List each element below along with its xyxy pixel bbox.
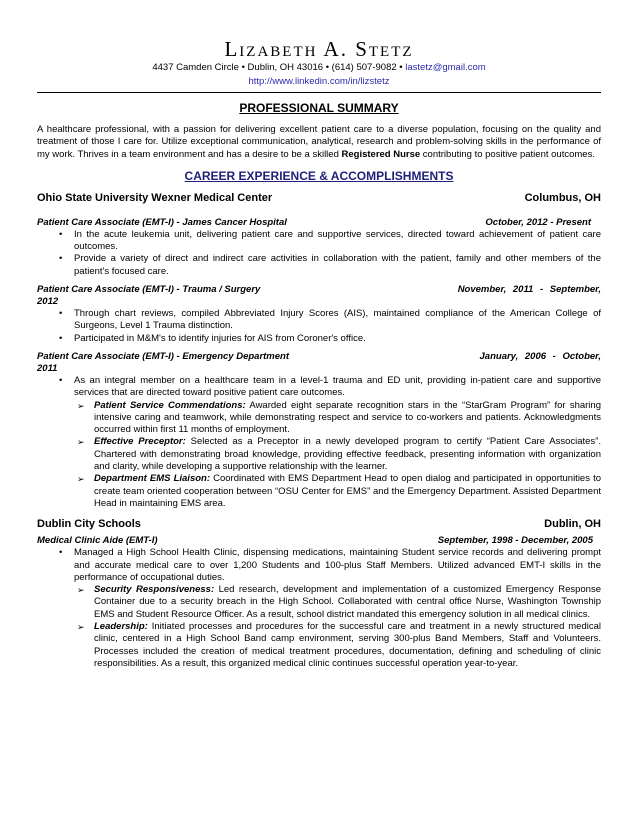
job-dates: October, 2012 - Present: [485, 216, 591, 228]
bullet-list: [37, 308, 601, 345]
job-title: Patient Care Associate (EMT-I) - James Cancer Hospital: [37, 216, 287, 228]
linkedin-line: [37, 76, 601, 88]
list-item: • Through chart reviews, compiled Abbreviated Injury Scores (AIS), maintained compliance of the American College of Surgeons, Level 1 Trauma distinction.: [59, 308, 601, 332]
achievement-list: [37, 584, 601, 670]
achievement-item: ➢ Department EMS Liaison: Coordinated with EMS Department Head to open dialog and participated in opportunities to create team oriented cooperation between “OSU Center for EMS” and the Emergency Department. Assisted Department Head in maintaining EMS area.: [77, 473, 601, 509]
achievement-item: ➢ Security Responsiveness: Led research, development and implementation of a customized Emergency Response Container due to a security breach in the High School. Collaborated with central office Nurse, Washington Township EMS and Student Resource Officer. As a result, school district mandated this emergency solution in all medical clinics.: [77, 584, 601, 620]
bullet-icon: •: [59, 253, 63, 265]
bullet-list: [37, 229, 601, 278]
achievement-item: ➢ Effective Preceptor: Selected as a Preceptor in a newly developed program to certify “Patient Care Associates”. Chartered with demonstrating broad knowledge, providing effective feedback, presenting information with organization and clarity, while developing a supportive relationship with the learner.: [77, 436, 601, 473]
linkedin-link[interactable]: http://www.linkedin.com/in/lizstetz: [248, 76, 390, 87]
resume-name: Lizabeth A. Stetz: [224, 37, 414, 61]
summary-paragraph: [37, 124, 601, 161]
contact-address: 4437 Camden Circle • Dublin, OH 43016 • (614) 507-9082 •: [152, 62, 406, 73]
summary-bold: Registered Nurse: [341, 148, 421, 160]
job-title-row: [37, 217, 601, 229]
summary-text: A healthcare professional, with a passion for delivering excellent patient care to a diverse population, focusing on the quality and treatment of those I care for. Utilize exceptional communication, analytical, research and problem-solving skills in the performance of my work. Thrives in a team environment and has a desire to be a skilled: [37, 124, 601, 160]
arrow-bullet-icon: ➢: [77, 400, 85, 411]
employer-osu: [37, 192, 601, 205]
list-item: • Managed a High School Health Clinic, dispensing medications, maintaining Student service records and delivering prompt and accurate medical care to over 1,200 Students and 100-plus Staff Members. Utilized advanced EMT-I skills in the performance of occupational duties.: [59, 547, 601, 583]
email-link[interactable]: lastetz@gmail.com: [405, 62, 486, 73]
arrow-bullet-icon: ➢: [77, 437, 85, 448]
experience-heading: CAREER EXPERIENCE & ACCOMPLISHMENTS: [184, 168, 454, 183]
job-title: Patient Care Associate (EMT-I) - Trauma / Surgery: [37, 284, 261, 296]
job-title-row: [37, 351, 601, 363]
job-dates: September, 1998 - December, 2005: [437, 535, 593, 547]
job-title-row: [37, 535, 601, 547]
list-item: • As an integral member on a healthcare team in a level-1 trauma and ED unit, providing in-patient care and supportive services that are directed toward positive patient care outcomes.: [59, 374, 601, 399]
job-title-row: [37, 284, 601, 296]
contact-line: [37, 62, 601, 74]
arrow-bullet-icon: ➢: [77, 622, 85, 633]
job-dates: January, 2006 - October,: [479, 350, 601, 362]
list-item: • Provide a variety of direct and indirect care activities in collaboration with the patient, family and other members of the patient's focused care.: [59, 253, 601, 277]
summary-heading: PROFESSIONAL SUMMARY: [239, 101, 399, 115]
list-item: • In the acute leukemia unit, delivering patient care and supportive services, directed toward achievement of patient care outcomes.: [59, 228, 601, 253]
job-dates-tail: 2012: [37, 296, 59, 308]
bullet-icon: •: [59, 308, 63, 320]
header-divider: [37, 92, 601, 93]
employer-name: Dublin City Schools: [37, 518, 141, 531]
achievement-item: ➢ Patient Service Commendations: Awarded eight separate recognition stars in the “StarGram Program” for sharing intensive caring and teamwork, while demonstrating respect and service to co-workers and patients. Acknowledgments occurred within first 11 months of employment.: [77, 399, 601, 436]
arrow-bullet-icon: ➢: [77, 474, 85, 485]
achievement-item: ➢ Leadership: Initiated processes and procedures for the successful care and treatment in a newly structured medical clinic, centered in a High School Band camp environment, serving 300-plus Band Members, Staff and Volunteers. Processes included the creation of medical treatment procedures, documentation, defining and scheduling of clinic responsibilities. As a result, this organized medical clinic continues successful operation year-to-year.: [77, 621, 601, 669]
employer-name: Ohio State University Wexner Medical Center: [37, 191, 273, 204]
bullet-list: [37, 375, 601, 400]
employer-dublin: [37, 518, 601, 531]
job-title: Patient Care Associate (EMT-I) - Emergency Department: [37, 350, 289, 362]
achievement-list: [37, 400, 601, 511]
list-item: • Participated in M&M's to identify injuries for AIS from Coroner's office.: [59, 332, 366, 344]
bullet-icon: •: [59, 547, 63, 559]
job-title: Medical Clinic Aide (EMT-I): [37, 535, 158, 547]
job-dates-tail: 2011: [37, 362, 58, 374]
job-dates: November, 2011 - September,: [457, 284, 601, 296]
summary-tail: contributing to positive patient outcomes.: [420, 148, 595, 160]
arrow-bullet-icon: ➢: [77, 585, 85, 596]
bullet-icon: •: [59, 332, 63, 344]
bullet-list: [37, 547, 601, 584]
employer-location: Dublin, OH: [544, 518, 601, 531]
employer-location: Columbus, OH: [524, 191, 601, 204]
bullet-icon: •: [59, 228, 63, 240]
bullet-icon: •: [59, 374, 63, 386]
